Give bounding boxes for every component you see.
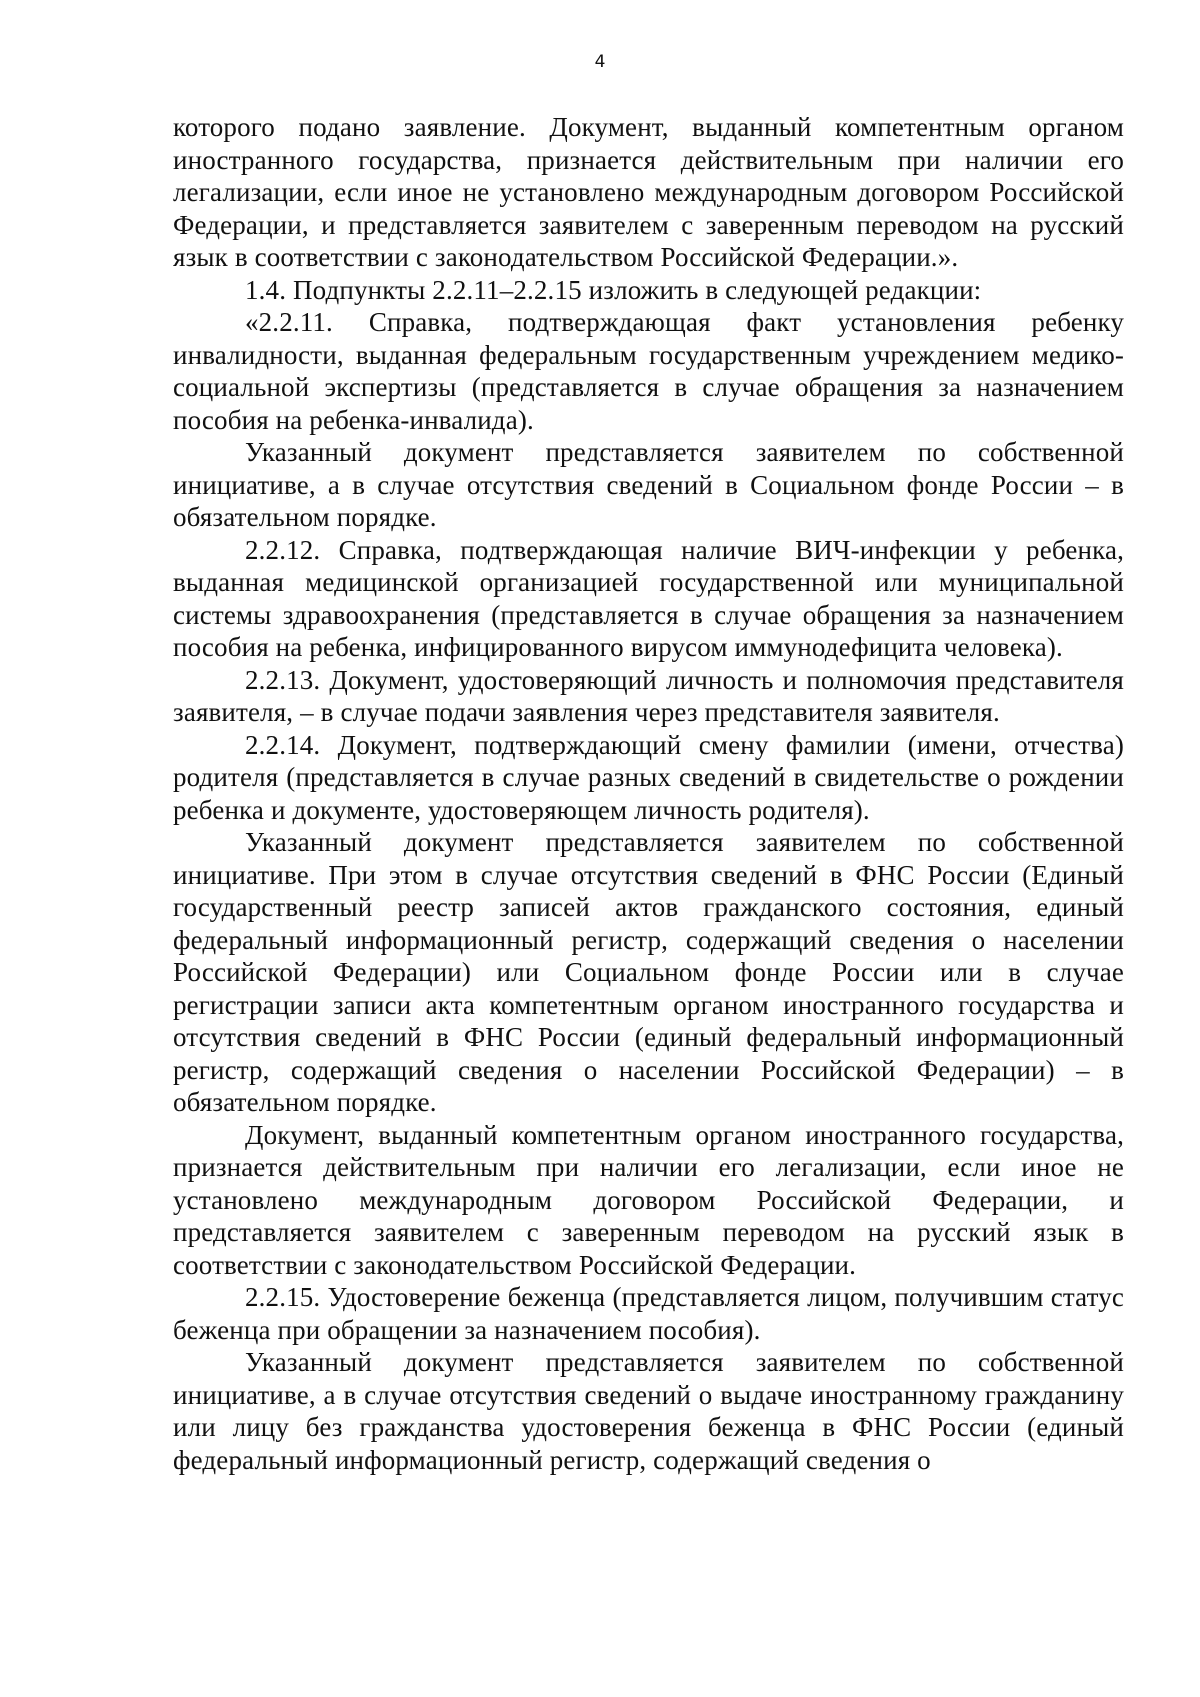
paragraph-2-2-15: 2.2.15. Удостоверение беженца (представляется лицом, получившим статус беженца при обращении за назначением пособия).	[173, 1282, 1124, 1345]
paragraph-2-2-11: «2.2.11. Справка, подтверждающая факт установления ребенку инвалидности, выданная федеральным государственным учреждением медико-социальной экспертизы (представляется в случае обращения за назначением пособия на ребенка-инвалида).	[173, 307, 1124, 435]
paragraph-2-2-14: 2.2.14. Документ, подтверждающий смену фамилии (имени, отчества) родителя (представляется в случае разных сведений в свидетельстве о рождении ребенка и документе, удостоверяющем личность родителя).	[173, 729, 1124, 825]
paragraph-2-2-13: 2.2.13. Документ, удостоверяющий личность и полномочия представителя заявителя, – в случае подачи заявления через представителя заявителя.	[173, 664, 1124, 727]
paragraph-2-2-12: 2.2.12. Справка, подтверждающая наличие ВИЧ-инфекции у ребенка, выданная медицинской организацией государственной или муниципальной системы здравоохранения (представляется в случае обращения за назначением пособия на ребенка, инфицированного вирусом иммунодефицита человека).	[173, 534, 1124, 662]
paragraph-item-1-4: 1.4. Подпункты 2.2.11–2.2.15 изложить в следующей редакции:	[245, 274, 982, 305]
document-body	[173, 111, 1124, 1476]
paragraph-2-2-14-foreign-document: Документ, выданный компетентным органом иностранного государства, признается действительным при наличии его легализации, если иное не установлено международным договором Российской Федерации, и представляется заявителем с заверенным переводом на русский язык в соответствии с законодательством Российской Федерации.	[173, 1119, 1124, 1280]
paragraph-2-2-11-note: Указанный документ представляется заявителем по собственной инициативе, а в случае отсутствия сведений в Социальном фонде России – в обязательном порядке.	[173, 437, 1124, 532]
paragraph-2-2-14-note: Указанный документ представляется заявителем по собственной инициативе. При этом в случае отсутствия сведений в ФНС России (Единый государственный реестр записей актов гражданского состояния, единый федеральный информационный регистр, содержащий сведения о населении Российской Федерации) или Социальном фонде России или в случае регистрации записи акта компетентным органом иностранного государства и отсутствия сведений в ФНС России (единый федеральный информационный регистр, содержащий сведения о населении Российской Федерации) – в обязательном порядке.	[173, 827, 1124, 1117]
page-number: 4	[594, 52, 606, 72]
paragraph-continuation: которого подано заявление. Документ, выданный компетентным органом иностранного государства, признается действительным при наличии его легализации, если иное не установлено международным договором Российской Федерации, и представляется заявителем с заверенным переводом на русский язык в соответствии с законодательством Российской Федерации.».	[173, 112, 1124, 272]
paragraph-2-2-15-note: Указанный документ представляется заявителем по собственной инициативе, а в случае отсутствия сведений о выдаче иностранному гражданину или лицу без гражданства удостоверения беженца в ФНС России (единый федеральный информационный регистр, содержащий сведения о	[173, 1347, 1124, 1475]
